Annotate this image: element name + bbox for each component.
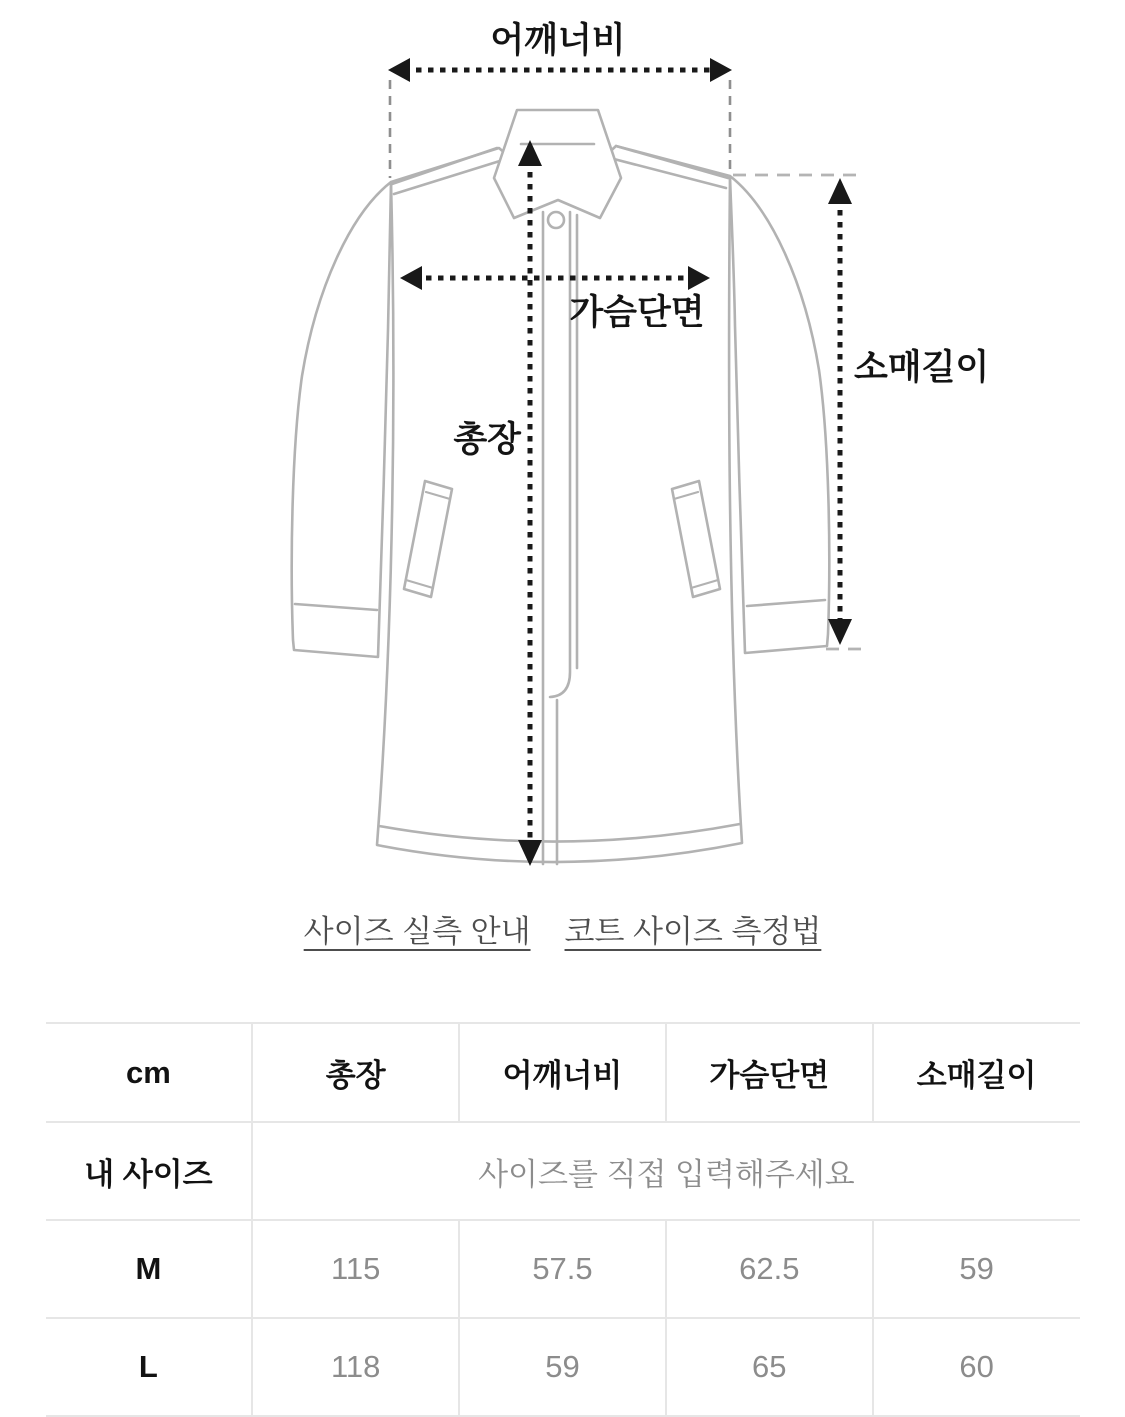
coat-right-sleeve bbox=[730, 176, 829, 653]
m-sleeve-length: 59 bbox=[873, 1220, 1080, 1318]
my-size-row bbox=[46, 1122, 1080, 1220]
sleeve-length-label: 소매길이 bbox=[854, 348, 990, 387]
coat-drawing bbox=[292, 110, 830, 864]
link-size-measure-guide[interactable]: 사이즈 실측 안내 bbox=[303, 913, 531, 949]
col-header-sleeve-length: 소매길이 bbox=[873, 1023, 1080, 1122]
my-size-input-placeholder[interactable]: 사이즈를 직접 입력해주세요 bbox=[252, 1122, 1079, 1220]
chest-width-label: 가슴단면 bbox=[569, 293, 705, 332]
unit-header-cell: cm bbox=[125, 1054, 171, 1090]
l-chest-width: 65 bbox=[666, 1318, 873, 1416]
link-coat-size-method[interactable]: 코트 사이즈 측정법 bbox=[564, 913, 822, 949]
size-label-l: L bbox=[138, 1349, 158, 1384]
size-table bbox=[46, 1022, 1080, 1417]
l-sleeve-length: 60 bbox=[873, 1318, 1080, 1416]
col-header-shoulder-width: 어깨너비 bbox=[459, 1023, 666, 1122]
m-chest-width: 62.5 bbox=[666, 1220, 873, 1318]
size-table-header-row bbox=[46, 1023, 1080, 1122]
coat-left-sleeve bbox=[292, 182, 391, 657]
my-size-label: 내 사이즈 bbox=[84, 1156, 213, 1192]
col-header-total-length: 총장 bbox=[252, 1023, 459, 1122]
size-guide-links bbox=[0, 906, 1125, 950]
table-row-size-m bbox=[46, 1220, 1080, 1318]
shoulder-width-label: 어깨너비 bbox=[490, 21, 626, 60]
m-shoulder-width: 57.5 bbox=[459, 1220, 666, 1318]
coat-button bbox=[548, 212, 564, 228]
size-label-m: M bbox=[135, 1251, 162, 1286]
col-header-chest-width: 가슴단면 bbox=[666, 1023, 873, 1122]
m-total-length: 115 bbox=[252, 1220, 459, 1318]
l-shoulder-width: 59 bbox=[459, 1318, 666, 1416]
table-row-size-l bbox=[46, 1318, 1080, 1416]
total-length-label: 총장 bbox=[453, 420, 521, 459]
l-total-length: 118 bbox=[252, 1318, 459, 1416]
